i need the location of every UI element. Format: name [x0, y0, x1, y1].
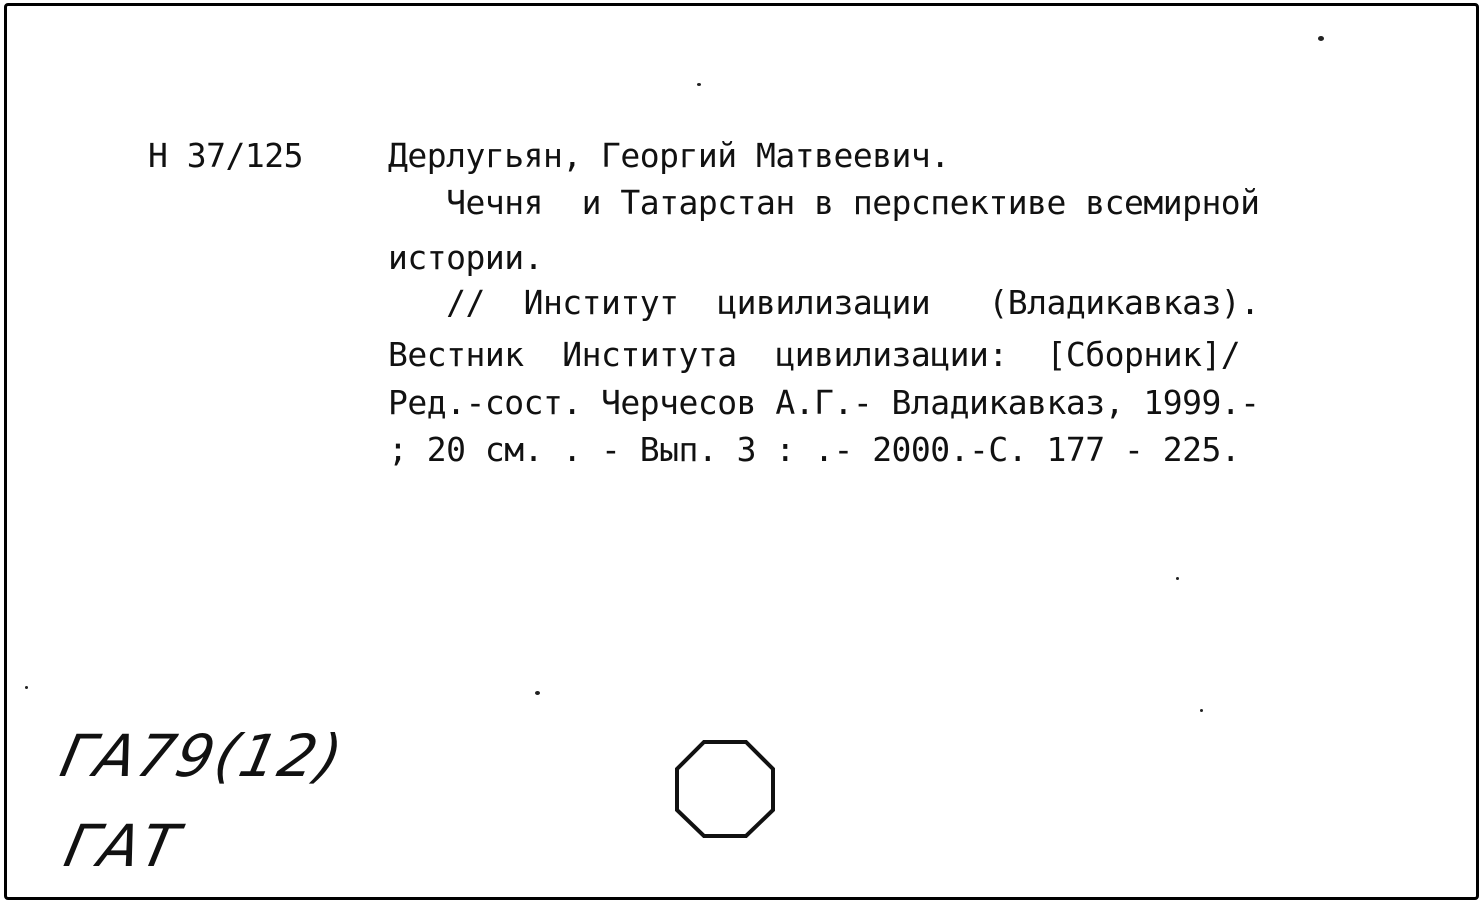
title-line-1: Чечня и Татарстан в перспективе всемирной — [388, 183, 1260, 222]
speck — [1200, 709, 1203, 712]
speck — [25, 686, 28, 689]
source-line-2: Вестник Института цивилизации: [Сборник]/ — [388, 335, 1241, 374]
author-line: Дерлугьян, Георгий Матвеевич. — [388, 136, 950, 175]
title-line-2: истории. — [388, 238, 543, 277]
speck — [1318, 36, 1324, 41]
source-line-3: Ред.-сост. Черчесов А.Г.- Владикавказ, 1999.- — [388, 383, 1260, 422]
speck — [697, 83, 701, 86]
handwritten-code: ГА79(12) — [54, 722, 351, 790]
speck — [535, 691, 540, 695]
shelfmark: Н 37/125 — [148, 136, 303, 175]
source-line-4: ; 20 см. . - Вып. 3 : .- 2000.-С. 177 - 225. — [388, 430, 1241, 469]
source-line-1: // Институт цивилизации (Владикавказ). — [388, 283, 1260, 322]
handwritten-code-2: ГАТ — [58, 812, 187, 880]
punch-hole-icon — [672, 738, 778, 842]
speck — [1176, 577, 1179, 580]
